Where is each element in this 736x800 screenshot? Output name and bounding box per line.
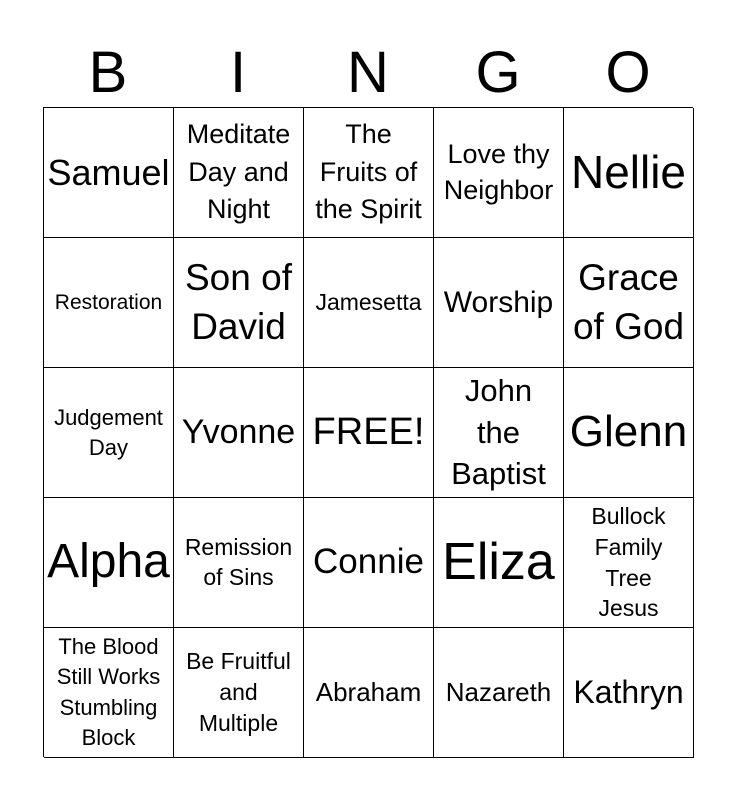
bingo-cell[interactable] [434, 628, 564, 758]
bingo-cell-text: FREE! [312, 410, 425, 453]
bingo-cell-text: Grace of God [572, 256, 685, 347]
bingo-cell[interactable] [564, 368, 694, 498]
bingo-board [43, 107, 693, 757]
bingo-cell-text: Meditate Day and Night [186, 118, 291, 225]
bingo-cell-text: Samuel [47, 151, 170, 193]
bingo-cell[interactable] [44, 238, 174, 368]
bingo-cell[interactable] [174, 368, 304, 498]
bingo-cell-text: Restoration [54, 290, 163, 314]
bingo-cell[interactable] [174, 628, 304, 758]
bingo-cell-text: The Fruits of the Spirit [315, 118, 422, 225]
bingo-cell-text: Bullock Family Tree Jesus [591, 503, 666, 622]
bingo-cell[interactable] [564, 108, 694, 238]
bingo-cell[interactable] [304, 628, 434, 758]
bingo-cell[interactable] [174, 108, 304, 238]
bingo-cell[interactable] [434, 238, 564, 368]
bingo-cell[interactable] [44, 108, 174, 238]
bingo-cell-text: Yvonne [181, 412, 296, 451]
bingo-cell-text: Connie [313, 542, 424, 582]
header-letter-i: I [229, 40, 247, 105]
bingo-cell[interactable] [564, 628, 694, 758]
bingo-cell-text: Be Fruitful and Multiple [186, 647, 291, 737]
bingo-cell-text: Nellie [570, 146, 687, 199]
bingo-cell[interactable] [174, 498, 304, 628]
bingo-cell-text: John the Baptist [451, 372, 546, 492]
bingo-cell[interactable] [304, 238, 434, 368]
header-letter-b: B [88, 40, 128, 105]
bingo-cell[interactable] [434, 498, 564, 628]
bingo-cell-text: The Blood Still Works Stumbling Block [56, 633, 161, 750]
header-letter-n: N [347, 40, 389, 105]
bingo-cell-text: Abraham [315, 677, 422, 708]
bingo-cell[interactable] [44, 628, 174, 758]
bingo-cell-text: Judgement Day [54, 404, 163, 460]
bingo-cell[interactable] [304, 108, 434, 238]
bingo-cell[interactable] [304, 498, 434, 628]
bingo-header [43, 38, 693, 108]
header-letter-o: O [605, 40, 651, 105]
bingo-cell-text: Remission of Sins [184, 533, 293, 590]
bingo-cell[interactable] [434, 108, 564, 238]
bingo-cell[interactable] [44, 368, 174, 498]
bingo-cell-text: Love thy Neighbor [443, 139, 554, 205]
bingo-cell-text: Nazareth [445, 677, 552, 708]
bingo-cell[interactable] [564, 498, 694, 628]
bingo-cell-text: Alpha [47, 535, 170, 589]
bingo-cell-text: Son of David [185, 256, 292, 347]
bingo-cell[interactable] [434, 368, 564, 498]
bingo-cell-text: Eliza [442, 532, 555, 591]
bingo-cell[interactable] [564, 238, 694, 368]
bingo-cell-text: Jamesetta [315, 288, 422, 315]
bingo-cell[interactable] [44, 498, 174, 628]
bingo-cell-text: Kathryn [573, 673, 684, 710]
bingo-cell-text: Worship [443, 286, 554, 319]
header-letter-g: G [475, 40, 521, 105]
bingo-cell[interactable] [174, 238, 304, 368]
bingo-cell-text: Glenn [569, 407, 688, 457]
bingo-cell[interactable] [304, 368, 434, 498]
